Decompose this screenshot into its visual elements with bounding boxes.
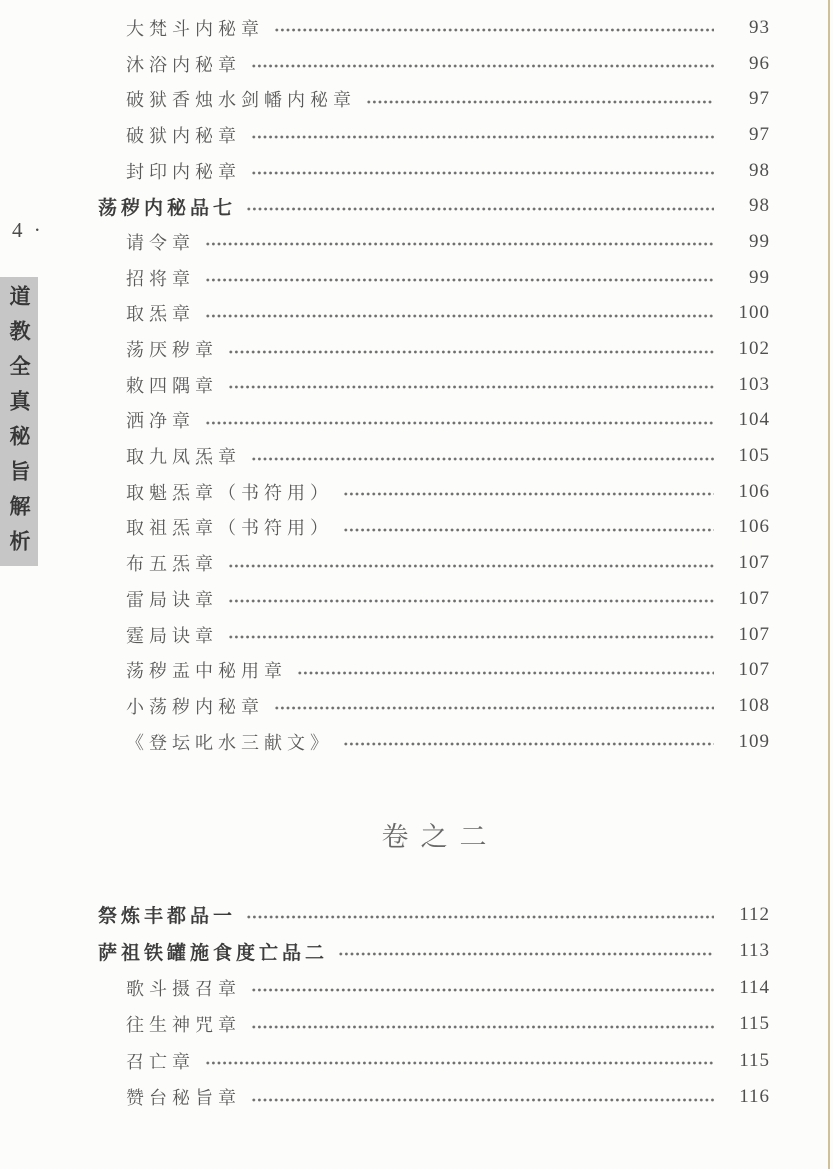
page-number: 106	[738, 480, 770, 502]
toc-row	[98, 545, 770, 581]
dot-leader	[246, 908, 714, 926]
toc-row	[98, 403, 770, 439]
toc-row	[98, 724, 770, 760]
toc-entry-title: 取九凤炁章	[126, 447, 241, 468]
toc-section-title: 萨祖铁罐施食度亡品二	[98, 942, 329, 964]
folio-page-number: 4 ·	[12, 218, 44, 242]
dot-leader	[297, 664, 714, 682]
toc-row	[98, 1042, 770, 1079]
toc-row	[98, 10, 770, 46]
toc-entry-title: 雷局诀章	[126, 589, 218, 610]
toc-row	[98, 331, 770, 367]
toc-entry-title: 请令章	[126, 232, 195, 253]
dot-leader	[228, 628, 714, 646]
dot-leader	[274, 21, 714, 39]
toc-entry-title: 取祖炁章（书符用）	[126, 518, 333, 539]
page-number: 105	[738, 445, 770, 467]
toc-entry-title: 沐浴内秘章	[126, 54, 241, 75]
book-spine-tab	[0, 277, 38, 566]
dot-leader	[205, 307, 714, 325]
dot-leader	[205, 235, 714, 253]
toc-row	[98, 188, 770, 224]
volume-heading: 卷之二	[381, 821, 499, 852]
dot-leader	[228, 378, 714, 396]
toc-row	[98, 617, 770, 653]
page-edge-line	[828, 0, 830, 1169]
page-number: 107	[738, 623, 770, 645]
toc-row	[98, 510, 770, 546]
page-number: 98	[749, 195, 770, 217]
toc-row	[98, 224, 770, 260]
page-number: 102	[738, 338, 770, 360]
toc-row	[98, 1079, 770, 1116]
toc-row	[98, 260, 770, 296]
dot-leader	[343, 521, 714, 539]
toc-entry-title: 荡秽盂中秘用章	[126, 661, 287, 682]
dot-leader	[228, 592, 714, 610]
toc-row	[98, 438, 770, 474]
dot-leader	[366, 93, 714, 111]
page-number: 103	[738, 373, 770, 395]
page-number: 107	[738, 552, 770, 574]
page-number: 115	[739, 1049, 770, 1071]
dot-leader	[251, 450, 714, 468]
toc-entry-title: 小荡秽内秘章	[126, 696, 264, 717]
toc-entry-title: 封印内秘章	[126, 161, 241, 182]
toc-section-title: 荡秽内秘品七	[98, 197, 237, 219]
page-number: 107	[738, 587, 770, 609]
page-number: 106	[738, 516, 770, 538]
page-number: 99	[749, 266, 770, 288]
dot-leader	[251, 164, 714, 182]
page-number: 108	[738, 694, 770, 716]
toc-entry-title: 取炁章	[126, 304, 195, 325]
toc-entry-title: 大梵斗内秘章	[126, 18, 264, 39]
table-of-contents	[98, 10, 770, 1115]
page-number: 114	[739, 976, 770, 998]
page-number: 96	[749, 52, 770, 74]
toc-entry-title: 布五炁章	[126, 554, 218, 575]
toc-entry-title: 赞台秘旨章	[126, 1088, 241, 1109]
toc-row	[98, 153, 770, 189]
dot-leader	[205, 271, 714, 289]
page-number: 97	[749, 123, 770, 145]
dot-leader	[251, 128, 714, 146]
toc-entry-title: 往生神咒章	[126, 1015, 241, 1036]
toc-entry-title: 歌斗摄召章	[126, 978, 241, 999]
spine-title: 道教全真秘旨解析	[7, 284, 31, 565]
page-number: 116	[739, 1086, 770, 1108]
dot-leader	[251, 57, 714, 75]
toc-entry-title: 破狱香烛水剑幡内秘章	[126, 90, 356, 111]
toc-row	[98, 1006, 770, 1043]
page-number: 98	[749, 159, 770, 181]
toc-section-title: 祭炼丰都品一	[98, 906, 237, 928]
page-number: 104	[738, 409, 770, 431]
page-number: 109	[738, 730, 770, 752]
page-number: 115	[739, 1013, 770, 1035]
toc-row	[98, 933, 770, 970]
toc-row	[98, 688, 770, 724]
page-number: 107	[738, 659, 770, 681]
toc-entry-title: 召亡章	[126, 1051, 195, 1072]
dot-leader	[343, 735, 714, 753]
dot-leader	[205, 414, 714, 432]
toc-entry-title: 破狱内秘章	[126, 125, 241, 146]
page-number: 100	[738, 302, 770, 324]
toc-entry-title: 霆局诀章	[126, 625, 218, 646]
dot-leader	[246, 200, 714, 218]
toc-row	[98, 46, 770, 82]
page-number: 99	[749, 230, 770, 252]
page-number: 97	[749, 88, 770, 110]
dot-leader	[251, 1091, 714, 1109]
toc-entry-title: 《登坛叱水三献文》	[126, 732, 333, 753]
toc-block-volume2	[98, 896, 770, 1115]
toc-entry-title: 招将章	[126, 268, 195, 289]
toc-row	[98, 296, 770, 332]
dot-leader	[205, 1054, 714, 1072]
dot-leader	[274, 699, 714, 717]
toc-row	[98, 367, 770, 403]
dot-leader	[338, 945, 714, 963]
page-number: 113	[739, 940, 770, 962]
toc-entry-title: 敕四隅章	[126, 375, 218, 396]
toc-row	[98, 581, 770, 617]
toc-row	[98, 969, 770, 1006]
toc-block-volume1	[98, 10, 770, 759]
toc-entry-title: 荡厌秽章	[126, 340, 218, 361]
toc-row	[98, 117, 770, 153]
page-number: 93	[749, 16, 770, 38]
toc-row	[98, 474, 770, 510]
dot-leader	[251, 981, 714, 999]
page-number: 112	[739, 903, 770, 925]
toc-row	[98, 896, 770, 933]
toc-entry-title: 洒净章	[126, 411, 195, 432]
dot-leader	[228, 343, 714, 361]
dot-leader	[251, 1018, 714, 1036]
toc-row	[98, 652, 770, 688]
toc-entry-title: 取魁炁章（书符用）	[126, 482, 333, 503]
dot-leader	[343, 485, 714, 503]
toc-row	[98, 81, 770, 117]
dot-leader	[228, 557, 714, 575]
